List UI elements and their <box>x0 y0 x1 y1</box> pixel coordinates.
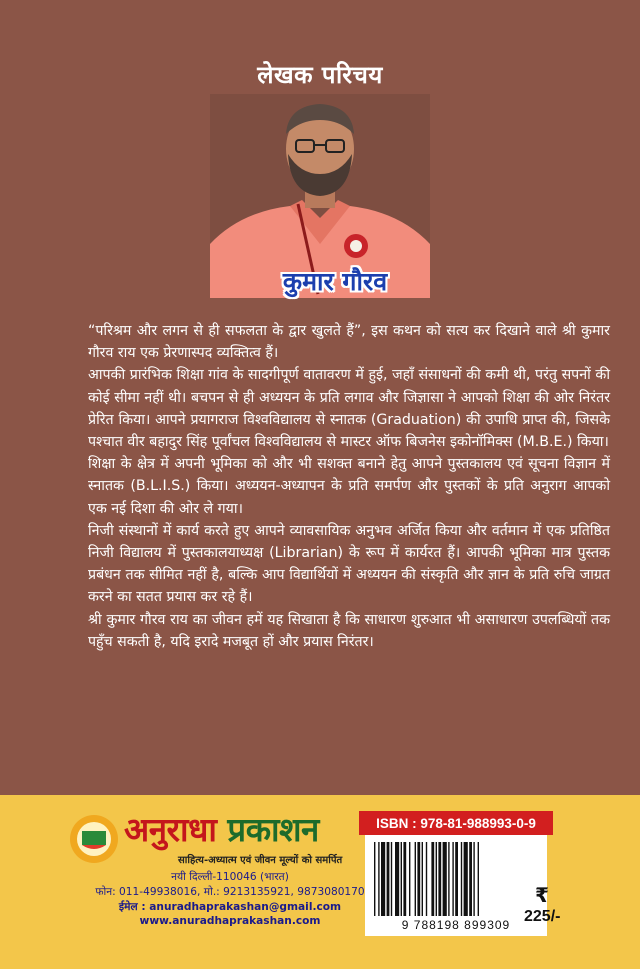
barcode-bar <box>436 842 437 916</box>
publisher-address: नयी दिल्ली-110046 (भारत) <box>171 871 289 883</box>
bio-paragraph: श्री कुमार गौरव राय का जीवन हमें यह सिखाता है कि साधारण शुरुआत भी असाधारण उपलब्धियों तक पहुँच सकती है, यदि इरादे मजबूत हों और प्रयास निरंतर। <box>88 611 610 650</box>
publisher-website: www.anuradhaprakashan.com <box>139 915 321 927</box>
barcode-bar <box>448 842 449 916</box>
barcode-bar <box>403 842 406 916</box>
rupee-icon: ₹ <box>535 883 549 907</box>
barcode-bar <box>455 842 458 916</box>
barcode-bar <box>417 842 420 916</box>
barcode-bar <box>409 842 410 916</box>
author-name: कुमार गौरव <box>282 267 388 296</box>
barcode-bar <box>378 842 379 916</box>
barcode-bar <box>395 842 399 916</box>
publisher-name <box>124 806 319 851</box>
bio-paragraph: आपकी प्रारंभिक शिक्षा गांव के सादगीपूर्ण वातावरण में हुई, जहाँ संसाधनों की कमी थी, परंतु सपनों की कोई सीमा नहीं थी। बचपन से ही अध्ययन के प्रति लगाव और जिज्ञासा ने आपको शिक्षा की ओर निरंतर प्रेरित किया। आपने प्रयागराज विश्वविद्यालय से स्नातक (Graduation) की उपाधि प्राप्त की, जिसके पश्चात वीर बहादुर सिंह पूर्वांचल विश्वविद्यालय से मास्टर ऑफ बिजनेस इकोनॉमिक्स (M.B.E.) किया। <box>88 367 610 451</box>
barcode-bar <box>422 842 423 916</box>
barcode-number: 9 788198 899309 <box>401 918 511 932</box>
author-bio <box>88 320 610 653</box>
barcode-bar <box>461 842 462 916</box>
publisher-phone: फोन: 011-49938016, मो.: 9213135921, 9873080170 <box>95 886 365 898</box>
barcode-bar <box>478 842 479 916</box>
barcode-bar <box>452 842 453 916</box>
bio-paragraph: “परिश्रम और लगन से ही सफलता के द्वार खुलते हैं”, इस कथन को सत्य कर दिखाने वाले श्री कुमार गौरव राय एक प्रेरणास्पद व्यक्तित्व हैं। <box>88 323 610 362</box>
barcode-bar <box>469 842 472 916</box>
publisher-email: ईमेल : anuradhaprakashan@gmail.com <box>118 901 342 913</box>
barcode-bar <box>426 842 427 916</box>
publisher-name-part1: अनुराधा <box>124 810 217 849</box>
barcode-icon <box>372 842 540 922</box>
barcode-bar <box>374 842 375 916</box>
barcode-bar <box>431 842 434 916</box>
barcode-bar <box>464 842 468 916</box>
publisher-logo-icon <box>68 813 120 865</box>
barcode-bar <box>391 842 392 916</box>
publisher-name-part2: प्रकाशन <box>227 810 319 849</box>
bio-paragraph: शिक्षा के क्षेत्र में अपनी भूमिका को और भी सशक्त बनाने हेतु आपने पुस्तकालय एवं सूचना विज्ञान में स्नातक (B.L.I.S.) किया। अध्ययन-अध्यापन के प्रति समर्पण और पुस्तकों के प्रति अनुराग आपको एक नई दिशा की ओर ले गया। <box>88 456 610 517</box>
publisher-tagline: साहित्य-अध्यात्म एवं जीवन मूल्यों को समर्पित <box>178 855 343 866</box>
barcode-bar <box>443 842 447 916</box>
bio-paragraph: निजी संस्थानों में कार्य करते हुए आपने व्यावसायिक अनुभव अर्जित किया और वर्तमान में एक प्रतिष्ठित निजी विद्यालय में पुस्तकालयाध्यक्ष (Librarian) के रूप में कार्यरत हैं। आपकी भूमिका मात्र पुस्तक प्रबंधन तक सीमित नहीं है, बल्कि आप विद्यार्थियों में अध्ययन की संस्कृति और ज्ञान के प्रति रुचि जाग्रत करने का सतत प्रयास कर रहे हैं। <box>88 522 610 606</box>
section-heading: लेखक परिचय <box>257 61 383 89</box>
isbn-label: ISBN : 978-81-988993-0-9 <box>359 811 553 835</box>
book-price: 225/- <box>524 908 561 925</box>
barcode-bar <box>415 842 416 916</box>
barcode-bar <box>438 842 441 916</box>
barcode-bar <box>473 842 474 916</box>
barcode-bar <box>381 842 385 916</box>
barcode-bar <box>401 842 402 916</box>
barcode-bar <box>387 842 390 916</box>
